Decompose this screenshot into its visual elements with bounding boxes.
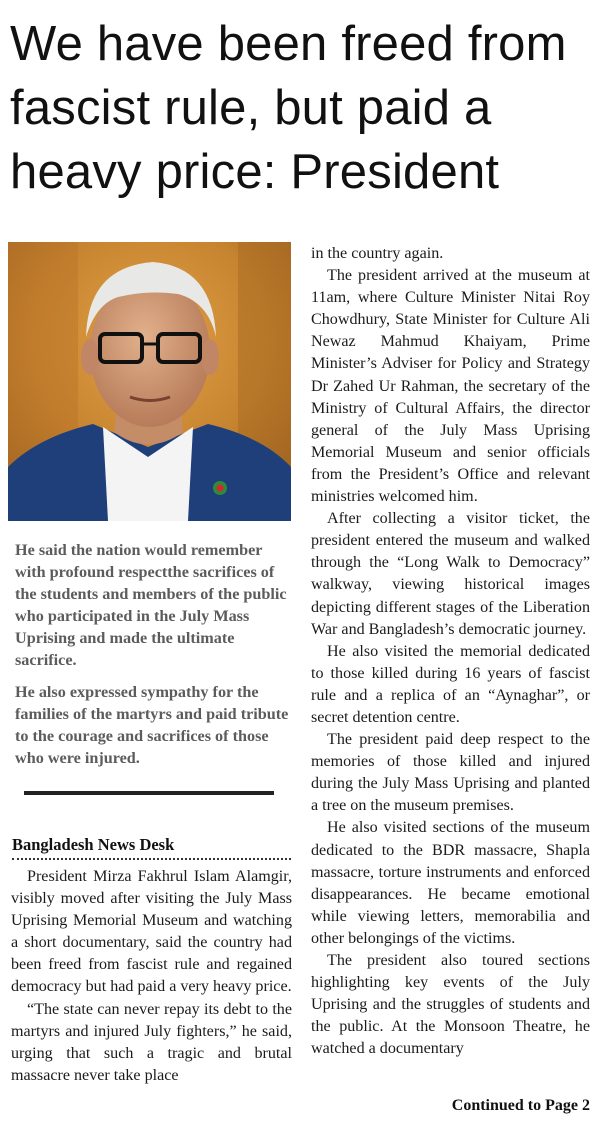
article-paragraph: After collecting a visitor ticket, the president entered the museum and walked through the “Long Walk to Democracy” walkway, viewing historical images depicting different stages of the Liberation War and Bangladesh’s democratic journey.: [311, 510, 590, 638]
article-paragraph: The president arrived at the museum at 11am, where Culture Minister Nitai Roy Chowdhury, State Minister for Culture Ali Newaz Mahmud Khaiyam, Prime Minister’s Adviser for Policy and Strategy Dr Zahed Ur Rahman, the secretary of the Ministry of Cultural Affairs, the director general of the July Mass Uprising Memorial Museum and senior officials from the President’s Office and relevant ministries welcomed him.: [311, 267, 590, 506]
section-divider: [24, 791, 274, 795]
article-paragraph: in the country again.: [311, 245, 444, 262]
article-paragraph: He also visited the memorial dedicated to those killed during 16 years of fascist rule and a replica of an “Aynaghar”, or secret detention centre.: [311, 642, 590, 726]
article-column-left: [11, 866, 292, 1087]
pull-quote-2: He also expressed sympathy for the families of the martyrs and paid tribute to the courage and sacrifices of those who were injured.: [15, 683, 289, 767]
president-portrait-icon: [8, 242, 291, 521]
article-paragraph: President Mirza Fakhrul Islam Alamgir, visibly moved after visiting the July Mass Uprising Memorial Museum and watching a short documentary, said the country had been freed from fascist rule and regained democracy but had paid a very heavy price.: [11, 868, 292, 996]
article-paragraph: The president paid deep respect to the memories of those killed and injured during the July Mass Uprising and planted a tree on the museum premises.: [311, 731, 590, 815]
article-paragraph: He also visited sections of the museum dedicated to the BDR massacre, Shapla massacre, torture instruments and enforced disappearances. He became emotional while viewing letters, memorabilia and other belongings of the victims.: [311, 819, 590, 947]
byline: Bangladesh News Desk: [12, 835, 175, 854]
article-paragraph: “The state can never repay its debt to the martyrs and injured July fighters,” he said, urging that such a tragic and brutal massacre never take place: [11, 1000, 292, 1084]
pull-quote-1: He said the nation would remember with profound respectthe sacrifices of the students and members of the public who participated in the July Mass Uprising and made the ultimate sacrifice.: [15, 541, 287, 669]
president-portrait-photo: [8, 242, 291, 521]
article-column-right: [311, 243, 590, 1060]
article-paragraph: The president also toured sections highlighting key events of the July Uprising and the struggles of students and the public. At the Monsoon Theatre, he watched a documentary: [311, 952, 590, 1058]
byline-dotted-rule: [12, 858, 291, 860]
headline: We have been freed from fascist rule, but paid a heavy price: President: [10, 17, 567, 199]
continued-link[interactable]: Continued to Page 2: [451, 1097, 590, 1114]
